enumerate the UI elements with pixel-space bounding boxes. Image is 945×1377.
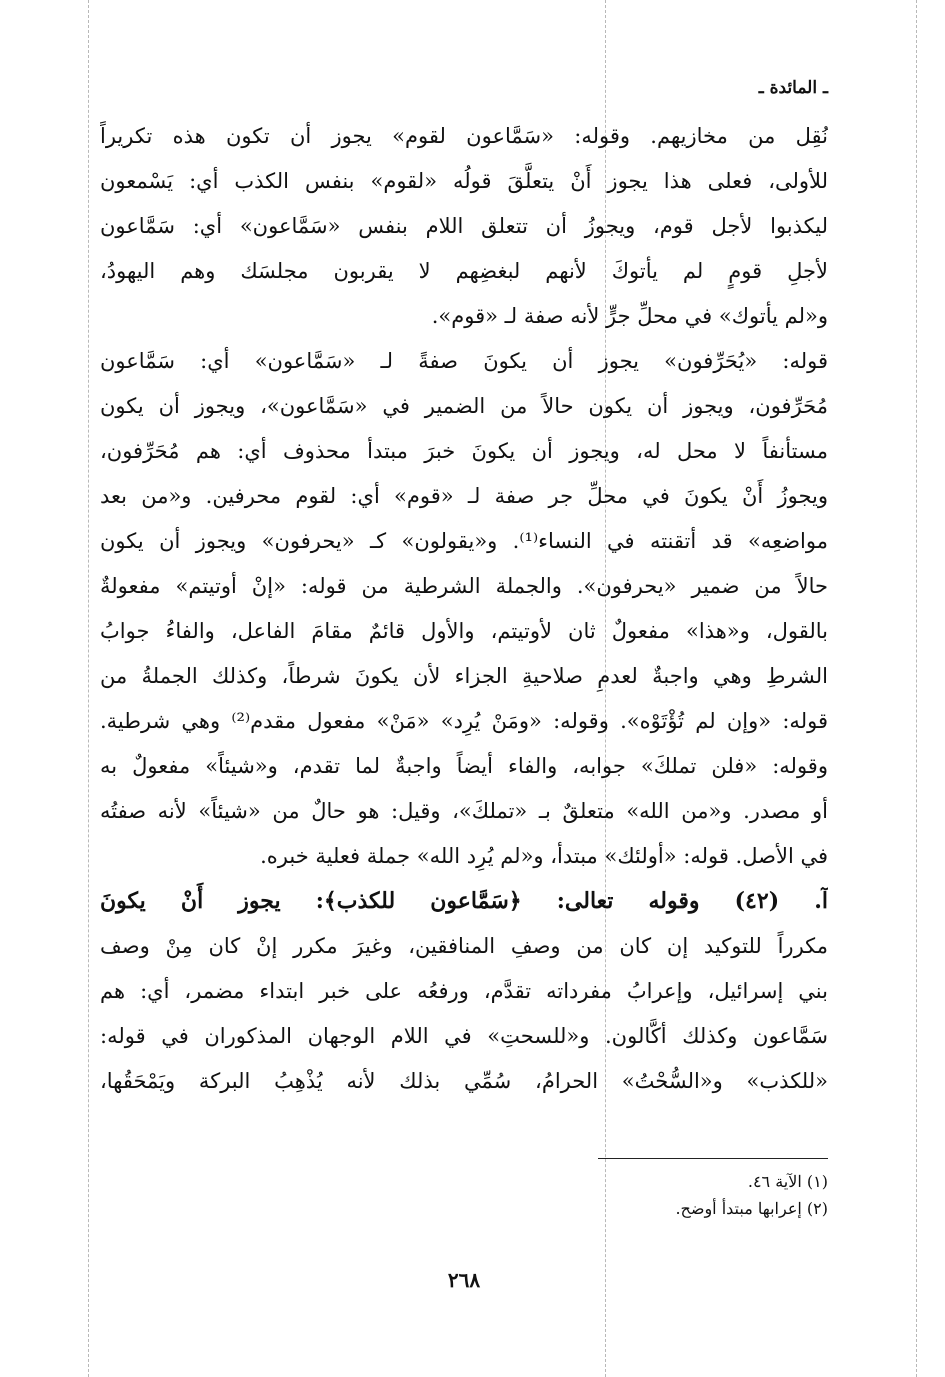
footnote-1: (١) الآية ٤٦. — [747, 1172, 828, 1191]
text-line: قوله: «يُحَرِّفون» يجوز أن يكونَ صفةً لـ «سَمَّاعون» أي: سَمَّاعون — [100, 349, 828, 373]
footnote-separator — [598, 1158, 828, 1159]
text-line: مكرراً للتوكيد إن كان من وصفِ المنافقين، وغيرَ مكرر إنْ كان مِنْ وصف — [100, 934, 828, 958]
paragraph-2 — [100, 339, 828, 879]
text-line: حالاً من ضمير «يحرفون». والجملة الشرطية من قوله: «إنْ أوتيتم» مفعولةٌ — [100, 574, 828, 598]
verse-heading-line: آ. (٤٢) وقوله تعالى: ﴿سَمَّاعون للكذب﴾: يجوز أَنْ يكونَ — [100, 888, 828, 914]
text-line: وقوله: «فلن تملكَ» جوابه، والفاء أيضاً واجبةٌ لما تقدم، و«شيئاً» مفعولٌ به — [100, 754, 828, 778]
scan-margin-line-left — [88, 0, 89, 1377]
text-line: نُقِل من مخازيهم. وقوله: «سَمَّاعون لقوم» يجوز أن تكون هذه تكريراً — [100, 124, 828, 148]
paragraph-1 — [100, 114, 828, 339]
text-line: أو مصدر. و«من الله» متعلقٌ بـ «تملكَ»، وقيل: هو حالٌ من «شيئاً» لأنه صفتُه — [100, 799, 828, 823]
text-line: مُحَرِّفون، ويجوز أن يكون حالاً من الضمير في «سَمَّاعون»، ويجوز أن يكون — [100, 394, 828, 418]
book-page — [100, 68, 828, 1358]
paragraph-3 — [100, 879, 828, 1104]
footnote-2: (٢) إعرابها مبتدأ أوضح. — [675, 1199, 828, 1218]
text-line: مستأنفاً لا محل له، ويجوز أن يكونَ خبرَ مبتدأ محذوف أي: هم مُحَرِّفون، — [100, 439, 828, 463]
running-head: ـ المائدة ـ — [758, 78, 828, 98]
text-line: «للكذب» و«السُّحْتُ» الحرامُ، سُمِّي بذلك لأنه يُذْهِبُ البركة ويَمْحَقُها، — [100, 1069, 828, 1093]
scan-margin-line-right — [916, 0, 917, 1377]
text-line: ليكذبوا لأجل قوم، ويجوزُ أن تتعلق اللام بنفس «سَمَّاعون» أي: سَمَّاعون — [100, 214, 828, 238]
text-line: في الأصل. قوله: «أولئك» مبتدأ، و«لم يُرِد الله» جملة فعلية خبره. — [260, 844, 828, 868]
text-line: للأولى، فعلى هذا يجوز أَنْ يتعلَّقَ قولُه «لقوم» بنفس الكذب أي: يَسْمعون — [100, 169, 828, 193]
text-line: لأجلِ قومٍ لم يأتوكَ لأنهم لبغضِهم لا يقربون مجلسَك وهم اليهودُ، — [100, 259, 828, 283]
text-line: مواضعِه» قد أتقنته في النساء⁽¹⁾. و«يقولون» كـ «يحرفون» ويجوز أن يكون — [100, 529, 828, 553]
text-line: ويجوزُ أَنْ يكونَ في محلِّ جر صفة لـ «قوم» أي: لقوم محرفين. و«من بعد — [100, 484, 828, 508]
text-line: بالقول، و«هذا» مفعولٌ ثان لأوتيتم، والأول قائمٌ مقامَ الفاعل، والفاءُ جوابُ — [100, 619, 828, 643]
footnotes — [100, 1168, 828, 1222]
text-line: الشرطِ وهي واجبةٌ لعدمِ صلاحيةِ الجزاء لأن يكونَ شرطاً، وكذلك الجملةُ من — [100, 664, 828, 688]
text-line: قوله: «وإن لم تُؤْتَوْه». وقوله: «ومَنْ يُرِد» «مَنْ» مفعول مقدم⁽²⁾ وهي شرطية. — [100, 709, 828, 733]
text-line: و«لم يأتوك» في محلِّ جرٍّ لأنه صفة لـ «قوم». — [431, 304, 828, 328]
page-number: ٢٦٨ — [447, 1268, 481, 1292]
text-line: بني إسرائيل، وإعرابُ مفرداته تقدَّم، ورفعُه على خبر ابتداء مضمر، أي: هم — [100, 979, 828, 1003]
text-line: سَمَّاعون وكذلك أكَّالون. و«للسحتِ» في اللام الوجهان المذكوران في قوله: — [100, 1024, 828, 1048]
body-text — [100, 114, 828, 1104]
